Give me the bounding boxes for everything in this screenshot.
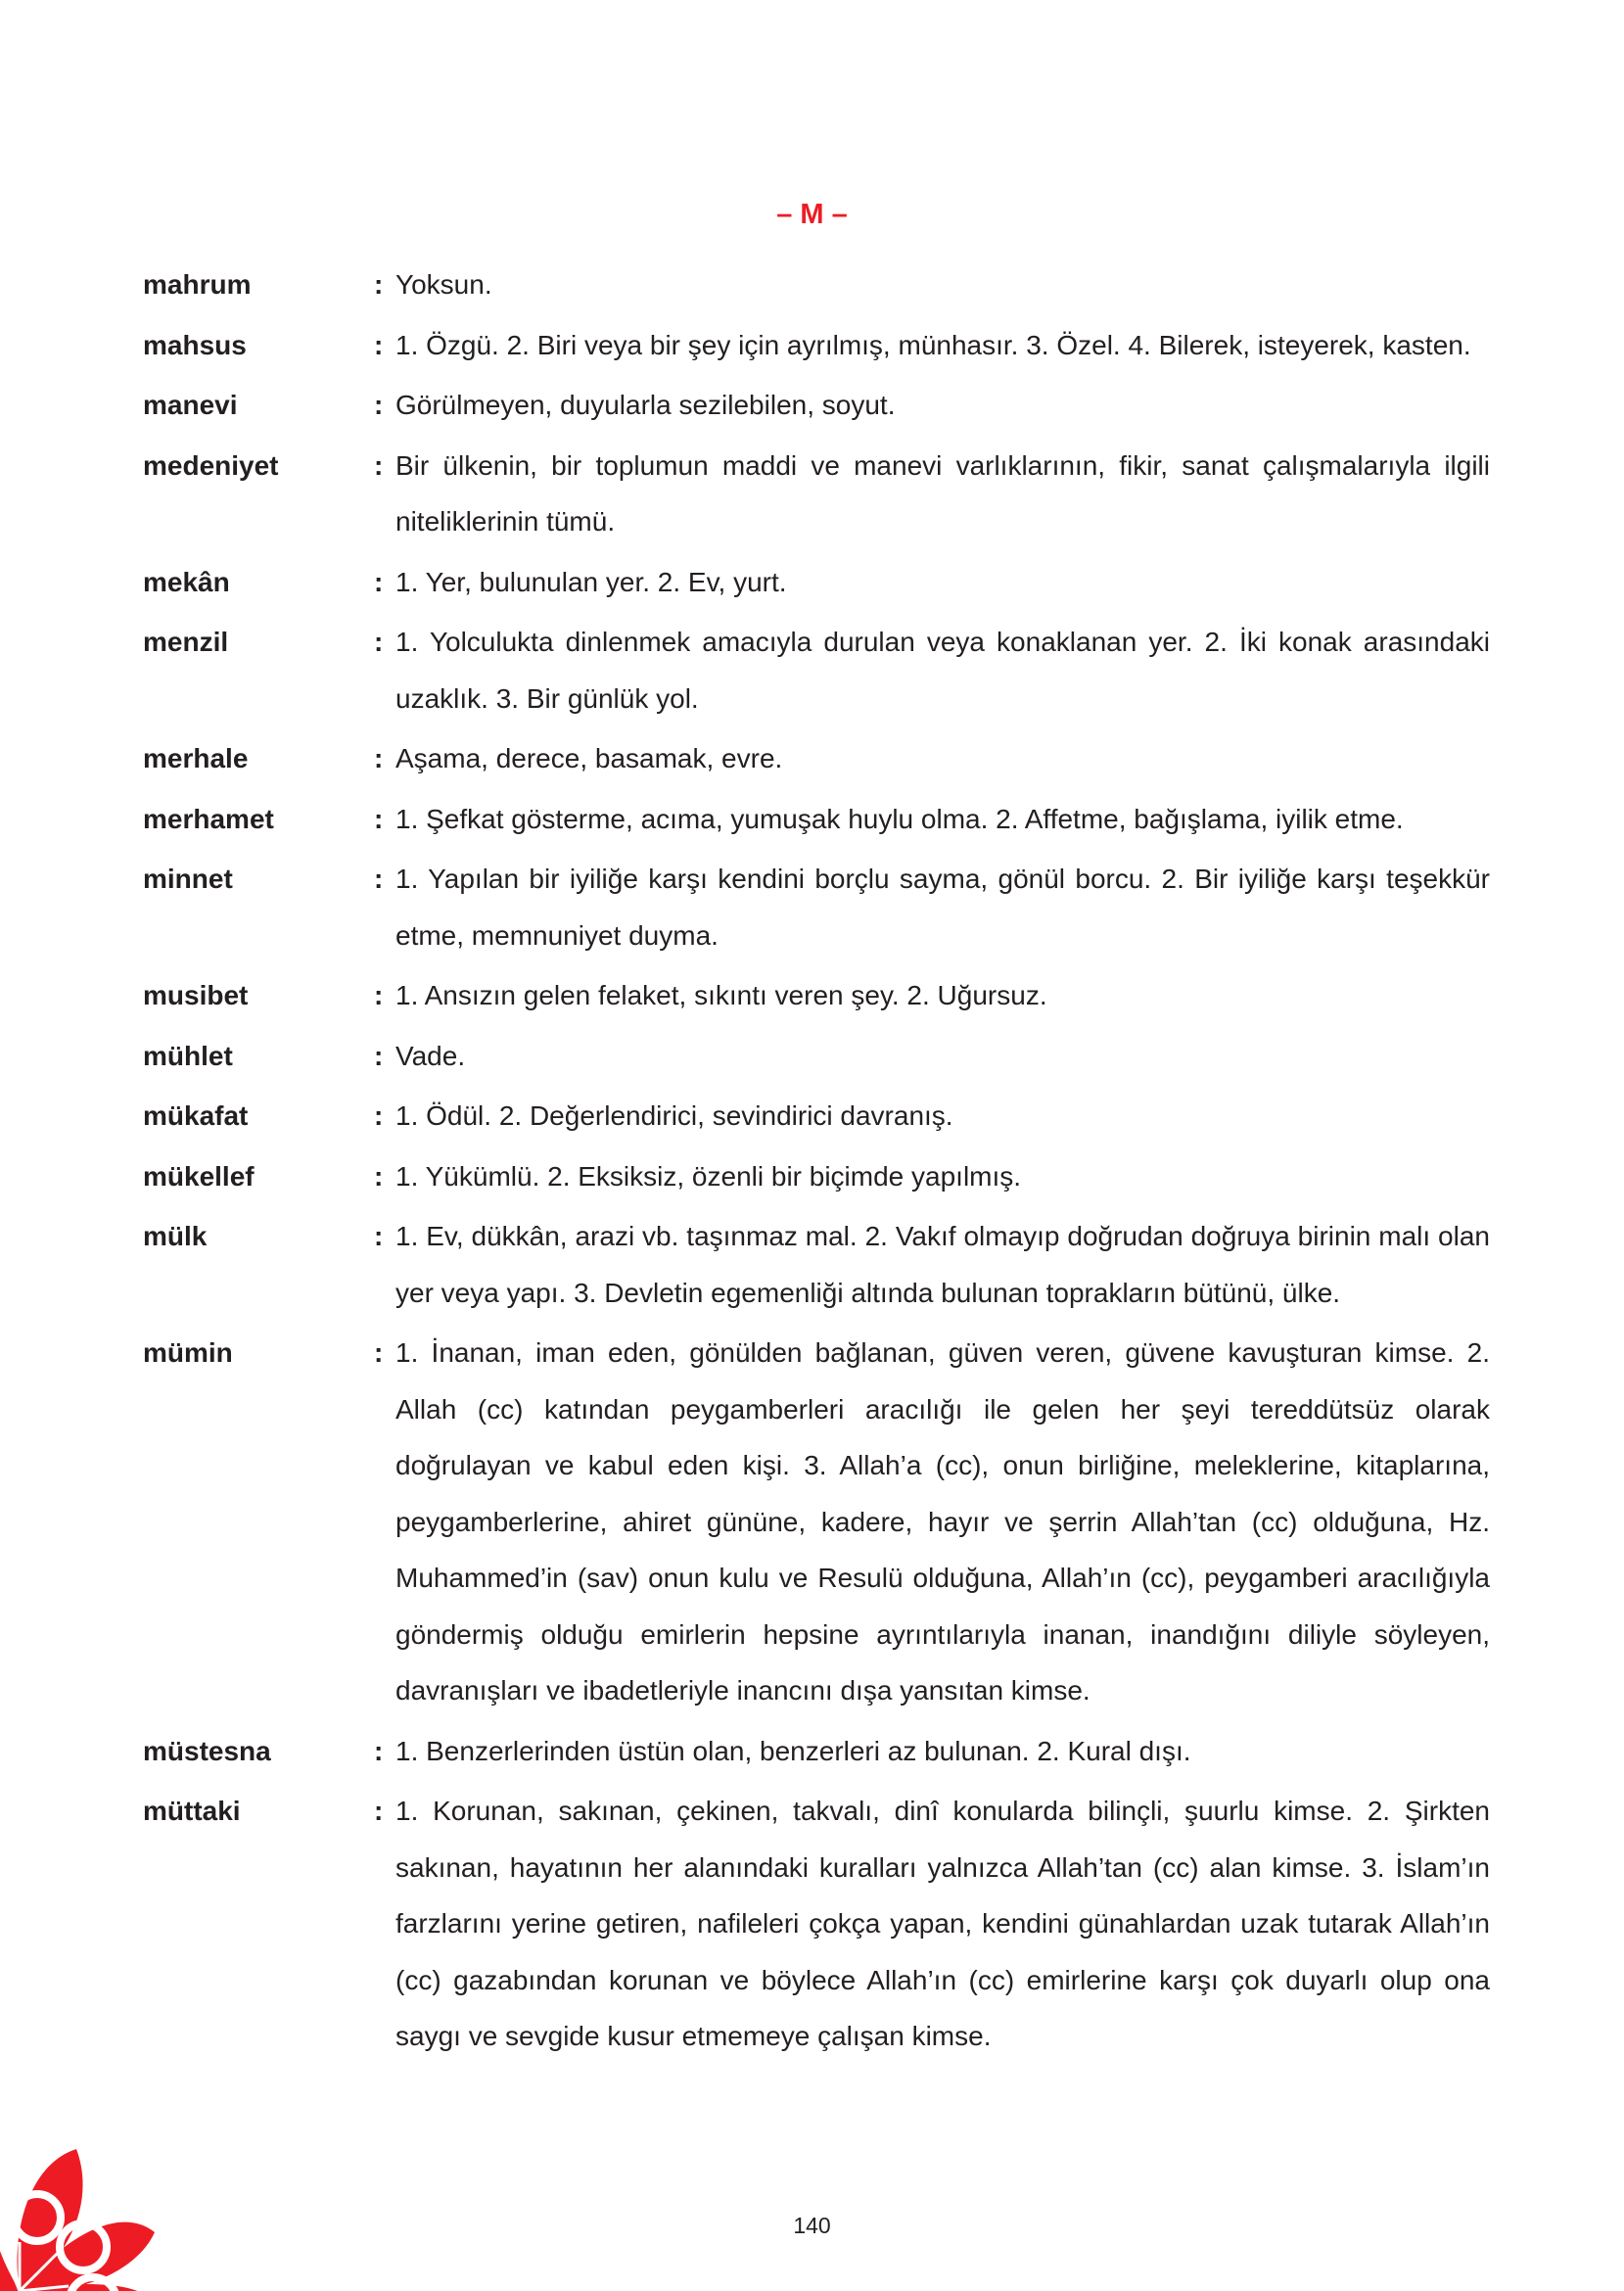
glossary-entry: [143, 791, 1490, 848]
entry-term: müstesna: [143, 1735, 271, 1766]
glossary-entry: [143, 1088, 1490, 1145]
entry-colon: :: [374, 449, 384, 481]
entry-definition: 1. Ödül. 2. Değerlendirici, sevindirici davranış.: [395, 1100, 953, 1131]
entry-term: menzil: [143, 627, 229, 657]
entry-term: mükellef: [143, 1160, 255, 1192]
entry-definition: 1. Yapılan bir iyiliğe karşı kendini borçlu sayma, gönül borcu. 2. Bir iyiliğe karşı teşekkür etme, memnuniyet duyma.: [395, 864, 1490, 951]
entry-definition: 1. Yer, bulunulan yer. 2. Ev, yurt.: [395, 566, 787, 597]
entry-colon: :: [374, 1040, 384, 1071]
glossary-entry: [143, 1325, 1490, 1719]
glossary-entry: [143, 967, 1490, 1024]
entry-colon: :: [374, 390, 384, 420]
entry-term: minnet: [143, 864, 233, 894]
entry-definition: Bir ülkenin, bir toplumun maddi ve manevi varlıklarının, fikir, sanat çalışmalarıyla ilgili niteliklerinin tümü.: [395, 449, 1490, 537]
entry-definition: 1. Özgü. 2. Biri veya bir şey için ayrılmış, münhasır. 3. Özel. 4. Bilerek, isteyerek, kasten.: [395, 329, 1471, 360]
entry-term: mühlet: [143, 1040, 233, 1071]
entry-definition: Yoksun.: [395, 269, 492, 300]
glossary-entry: [143, 317, 1490, 374]
entry-colon: :: [374, 1100, 384, 1131]
entry-term: medeniyet: [143, 449, 279, 481]
flower-logo-icon: [0, 2125, 166, 2291]
entry-definition: 1. Benzerlerinden üstün olan, benzerleri az bulunan. 2. Kural dışı.: [395, 1735, 1191, 1766]
glossary-entry: [143, 1723, 1490, 1780]
glossary-entry: [143, 554, 1490, 611]
glossary-entry: [143, 1208, 1490, 1321]
entry-colon: :: [374, 627, 384, 657]
entry-term: merhale: [143, 743, 249, 773]
entry-definition: Görülmeyen, duyularla sezilebilen, soyut.: [395, 390, 896, 420]
entry-definition: 1. Korunan, sakınan, çekinen, takvalı, dinî konularda bilinçli, şuurlu kimse. 2. Şirkten sakınan, hayatının her alanındaki kuralları yalnızca Allah’tan (cc) alan kimse. 3. İslam’ın farzlarını yerine getiren, nafileleri çokça yapan, kendini günahlardan uzak tutarak Allah’ın (cc) gazabından korunan ve böylece Allah’ın (cc) emirlerine karşı çok duyarlı olup ona saygı ve sevgide kusur etmemeye çalışan kimse.: [395, 1796, 1490, 2051]
glossary-entry: [143, 614, 1490, 726]
entry-colon: :: [374, 743, 384, 773]
entry-term: mükafat: [143, 1100, 249, 1131]
glossary-entry: [143, 851, 1490, 963]
glossary-list: [143, 257, 1490, 2069]
entry-term: mahrum: [143, 269, 252, 300]
entry-term: musibet: [143, 980, 249, 1010]
glossary-entry: [143, 1028, 1490, 1085]
entry-definition: Aşama, derece, basamak, evre.: [395, 743, 783, 773]
entry-definition: 1. İnanan, iman eden, gönülden bağlanan, güven veren, güvene kavuşturan kimse. 2. Allah (cc) katından peygamberleri aracılığı ile gelen her şeyi tereddütsüz olarak doğrulayan ve kabul eden kişi. 3. Allah’a (cc), onun birliğine, meleklerine, kitaplarına, peygamberlerine, ahiret gününe, kadere, hayır ve şerrin Allah’tan (cc) olduğuna, Hz. Muhammed’in (sav) onun kulu ve Resulü olduğuna, Allah’ın (cc), peygamberi aracılığıyla göndermiş olduğu emirlerin hepsine ayrıntılarıyla inanan, inandığını diliyle söyleyen, davranışları ve ibadetleriyle inancını dışa yansıtan kimse.: [395, 1337, 1490, 1706]
entry-definition: Vade.: [395, 1040, 466, 1071]
glossary-entry: [143, 1783, 1490, 2065]
glossary-entry: [143, 257, 1490, 313]
entry-term: manevi: [143, 390, 238, 420]
entry-colon: :: [374, 566, 384, 597]
entry-colon: :: [374, 269, 384, 300]
glossary-entry: [143, 730, 1490, 787]
entry-definition: 1. Yükümlü. 2. Eksiksiz, özenli bir biçimde yapılmış.: [395, 1160, 1022, 1192]
entry-colon: :: [374, 329, 384, 360]
entry-term: müttaki: [143, 1796, 241, 1826]
entry-definition: 1. Yolculukta dinlenmek amacıyla durulan veya konaklanan yer. 2. İki konak arasındaki uzaklık. 3. Bir günlük yol.: [395, 627, 1490, 714]
entry-colon: :: [374, 1735, 384, 1766]
entry-term: mümin: [143, 1337, 233, 1368]
entry-colon: :: [374, 1221, 384, 1251]
entry-definition: 1. Ev, dükkân, arazi vb. taşınmaz mal. 2. Vakıf olmayıp doğrudan doğruya birinin malı olan yer veya yapı. 3. Devletin egemenliği altında bulunan toprakların bütünü, ülke.: [395, 1221, 1490, 1308]
glossary-entry: [143, 1148, 1490, 1205]
entry-term: mülk: [143, 1221, 208, 1251]
entry-colon: :: [374, 1337, 384, 1368]
entry-term: mekân: [143, 566, 230, 597]
glossary-entry: [143, 438, 1490, 550]
entry-colon: :: [374, 1796, 384, 1826]
section-letter-heading: – M –: [776, 199, 848, 230]
entry-definition: 1. Şefkat gösterme, acıma, yumuşak huylu olma. 2. Affetme, bağışlama, iyilik etme.: [395, 803, 1404, 834]
entry-colon: :: [374, 864, 384, 894]
entry-colon: :: [374, 980, 384, 1010]
glossary-entry: [143, 377, 1490, 434]
entry-term: merhamet: [143, 803, 274, 834]
entry-definition: 1. Ansızın gelen felaket, sıkıntı veren şey. 2. Uğursuz.: [395, 980, 1047, 1010]
entry-term: mahsus: [143, 329, 247, 360]
page-number: 140: [793, 2213, 831, 2238]
entry-colon: :: [374, 1160, 384, 1192]
entry-colon: :: [374, 803, 384, 834]
